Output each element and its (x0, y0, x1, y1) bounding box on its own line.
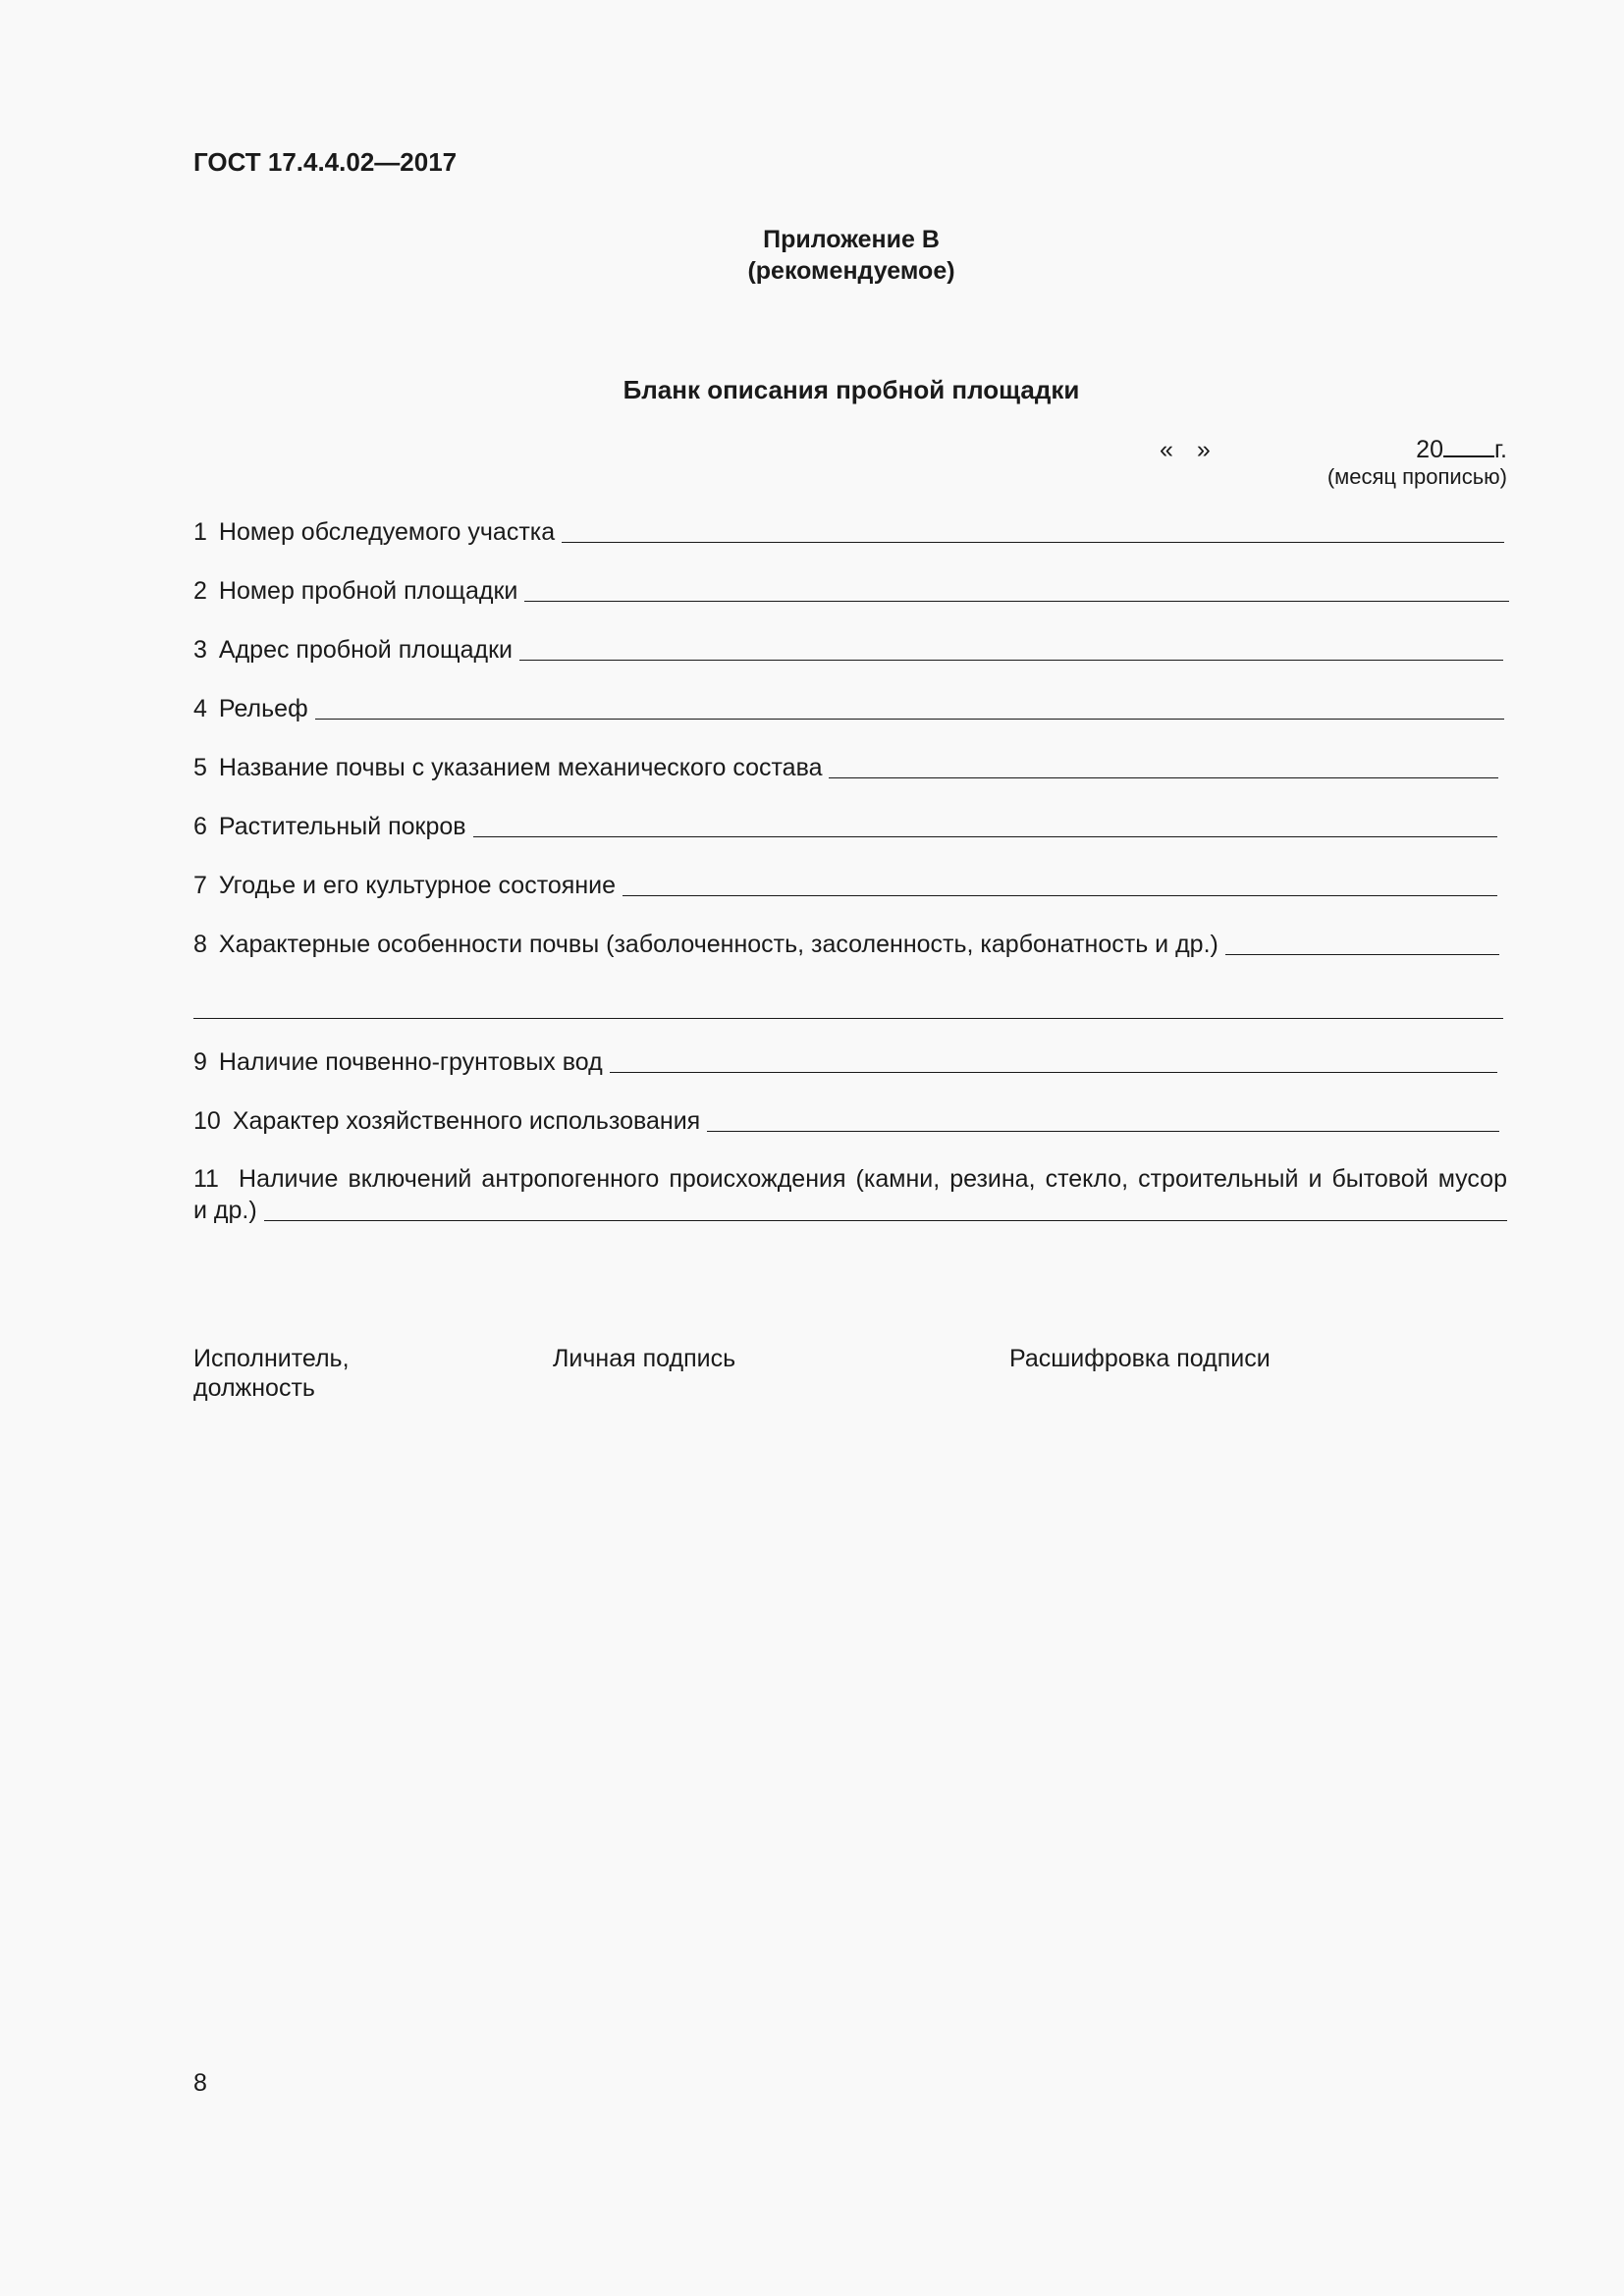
executor-label-line1: Исполнитель, (193, 1345, 350, 1372)
field-6 (193, 813, 1497, 841)
date-year-suffix: г. (1493, 436, 1507, 463)
field-9 (193, 1048, 1497, 1077)
field-3-input-line[interactable] (519, 640, 1503, 661)
date-open-quote: « (1160, 436, 1173, 463)
field-label: Номер обследуемого участка (218, 518, 556, 546)
field-label: Растительный покров (218, 813, 466, 840)
date-year (1416, 436, 1507, 464)
field-label: Наличие включений антропогенного происхождения (камни, резина, стекло, строительный и бытовой мусор (239, 1165, 1507, 1193)
field-number: 9 (193, 1048, 207, 1076)
field-label: Характер хозяйственного использования (232, 1107, 701, 1135)
appendix-title: Приложение В (763, 226, 940, 253)
field-number: 8 (193, 931, 207, 958)
date-month-note: (месяц прописью) (1326, 464, 1507, 489)
field-6-input-line[interactable] (473, 817, 1497, 837)
field-label: Рельеф (218, 695, 308, 722)
appendix-status: (рекомендуемое) (747, 257, 955, 285)
field-number: 3 (193, 636, 207, 664)
signature-decoding-label: Расшифровка подписи (1009, 1345, 1271, 1372)
page-number: 8 (193, 2069, 207, 2097)
document-code: ГОСТ 17.4.4.02—2017 (193, 147, 458, 177)
field-number: 2 (193, 577, 207, 605)
field-number: 4 (193, 695, 207, 722)
field-9-input-line[interactable] (610, 1052, 1497, 1073)
field-11 (193, 1197, 1507, 1225)
field-4 (193, 695, 1504, 723)
field-number: 10 (193, 1107, 221, 1135)
field-label: Название почвы с указанием механического состава (218, 754, 823, 781)
executor-label-line2: должность (193, 1374, 315, 1402)
field-label: Адрес пробной площадки (218, 636, 513, 664)
field-number: 6 (193, 813, 207, 840)
executor-label (193, 1344, 350, 1403)
field-number: 11 (193, 1165, 219, 1193)
field-1-input-line[interactable] (562, 522, 1504, 543)
field-5 (193, 754, 1498, 782)
field-10 (193, 1107, 1499, 1136)
field-label: Номер пробной площадки (218, 577, 518, 605)
field-7 (193, 872, 1497, 900)
field-7-input-line[interactable] (623, 876, 1497, 896)
field-2 (193, 577, 1509, 606)
field-4-input-line[interactable] (315, 699, 1504, 720)
field-number: 1 (193, 518, 207, 546)
field-5-input-line[interactable] (829, 758, 1498, 778)
field-8-continuation-line[interactable] (193, 1018, 1503, 1019)
date-day-quotes (1160, 436, 1211, 464)
field-label-continuation: и др.) (193, 1197, 257, 1224)
date-year-prefix: 20 (1416, 436, 1443, 463)
field-label: Наличие почвенно-грунтовых вод (218, 1048, 603, 1076)
field-11-first-line (193, 1165, 1507, 1194)
field-8-input-line[interactable] (1225, 934, 1499, 955)
field-number: 7 (193, 872, 207, 899)
field-1 (193, 518, 1504, 547)
field-label: Характерные особенности почвы (заболоченность, засоленность, карбонатность и др.) (218, 931, 1218, 958)
field-2-input-line[interactable] (524, 581, 1509, 602)
field-11-input-line[interactable] (264, 1201, 1507, 1221)
date-close-quote: » (1196, 436, 1211, 463)
personal-signature-label: Личная подпись (553, 1345, 736, 1372)
appendix-heading (0, 224, 1624, 287)
field-number: 5 (193, 754, 207, 781)
field-3 (193, 636, 1503, 665)
form-title: Бланк описания пробной площадки (623, 375, 1080, 404)
field-label: Угодье и его культурное состояние (218, 872, 616, 899)
field-10-input-line[interactable] (707, 1111, 1499, 1132)
field-8 (193, 931, 1499, 959)
date-year-blank[interactable] (1443, 436, 1494, 457)
